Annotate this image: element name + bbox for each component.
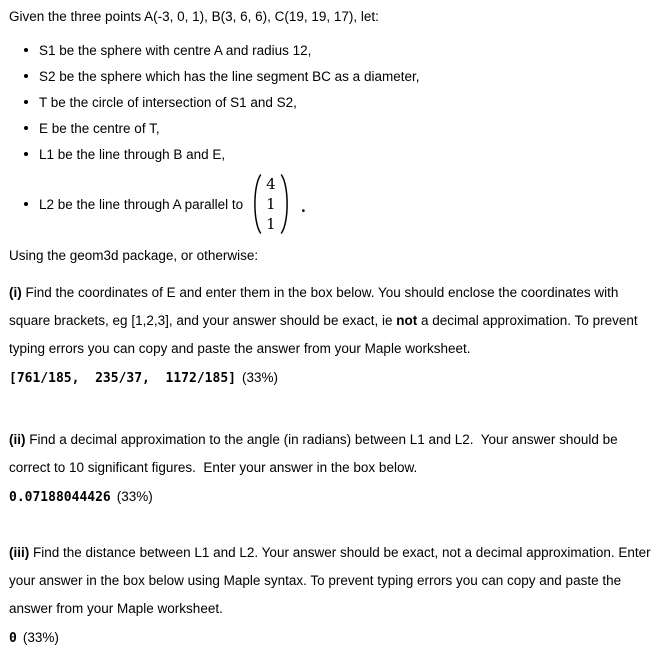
bullet-dot xyxy=(24,74,28,78)
question-i-body-cont: a decimal approximation. To prevent typing errors you can copy and paste the answer from your Maple worksheet. xyxy=(9,313,642,356)
question-iii-answer-line xyxy=(9,626,651,650)
instruction-line: Using the geom3d package, or otherwise: xyxy=(9,248,259,263)
question-i-body: Find the coordinates of E and enter them in the box below. You should enclose the coordinates with square brackets, eg [1,2,3], and your answer should be exact, ie xyxy=(9,285,623,328)
question-i-answer-line xyxy=(9,366,651,390)
definitions-list xyxy=(9,37,651,240)
question-iii xyxy=(9,539,655,650)
problem-statement: Given the three points A(-3, 0, 1), B(3, 6, 6), C(19, 19, 17), let: xyxy=(9,9,379,24)
question-iii-label: (iii) xyxy=(9,545,30,560)
definition-text: T be the circle of intersection of S1 and S2, xyxy=(39,94,297,110)
vector-entries xyxy=(262,174,280,234)
bullet-dot xyxy=(24,126,28,130)
list-item-t xyxy=(9,89,651,115)
question-ii xyxy=(9,426,651,509)
question-ii-text xyxy=(9,426,651,482)
vector-entry: 1 xyxy=(266,195,276,213)
bullet-dot xyxy=(24,100,28,104)
question-i xyxy=(9,279,651,390)
vector-entry: 4 xyxy=(266,175,276,193)
bullet-dot xyxy=(24,202,28,206)
definition-text: L2 be the line through A parallel to xyxy=(39,196,244,212)
definition-text: S1 be the sphere with centre A and radius 12, xyxy=(39,42,312,58)
list-item-s1 xyxy=(9,37,651,63)
column-vector xyxy=(250,173,292,235)
question-i-label: (i) xyxy=(9,285,22,300)
bullet-dot xyxy=(24,152,28,156)
sentence-period: . xyxy=(300,198,306,216)
question-i-bold-word: not xyxy=(396,313,418,328)
question-ii-answer-value: 0.07188044426 xyxy=(9,490,111,505)
question-i-text xyxy=(9,279,651,363)
list-item-l2 xyxy=(9,168,651,240)
question-ii-answer-line xyxy=(9,485,651,509)
vector-entry: 1 xyxy=(266,215,276,233)
question-iii-answer-value: 0 xyxy=(9,631,17,646)
question-ii-weight: (33%) xyxy=(116,489,153,504)
right-paren-icon xyxy=(280,173,292,235)
question-ii-label: (ii) xyxy=(9,432,26,447)
question-ii-body: Find a decimal approximation to the angle (in radians) between L1 and L2. Your answer should be correct to 10 significant figures. Enter your answer in the box below. xyxy=(9,432,622,475)
left-paren-icon xyxy=(250,173,262,235)
bullet-dot xyxy=(24,48,28,52)
definition-text: S2 be the sphere which has the line segment BC as a diameter, xyxy=(39,68,420,84)
question-iii-text xyxy=(9,539,655,623)
list-item-e xyxy=(9,115,651,141)
list-item-s2 xyxy=(9,63,651,89)
question-iii-body: Find the distance between L1 and L2. Your answer should be exact, not a decimal approximation. Enter your answer in the box below using Maple syntax. To prevent typing errors you can copy and paste the answer from your Maple worksheet. xyxy=(9,545,655,616)
question-i-weight: (33%) xyxy=(241,370,278,385)
question-iii-weight: (33%) xyxy=(22,630,59,645)
list-item-l1 xyxy=(9,141,651,167)
definition-text: L1 be the line through B and E, xyxy=(39,146,226,162)
definition-text: E be the centre of T, xyxy=(39,120,160,136)
question-i-answer-value: [761/185, 235/37, 1172/185] xyxy=(9,371,236,386)
